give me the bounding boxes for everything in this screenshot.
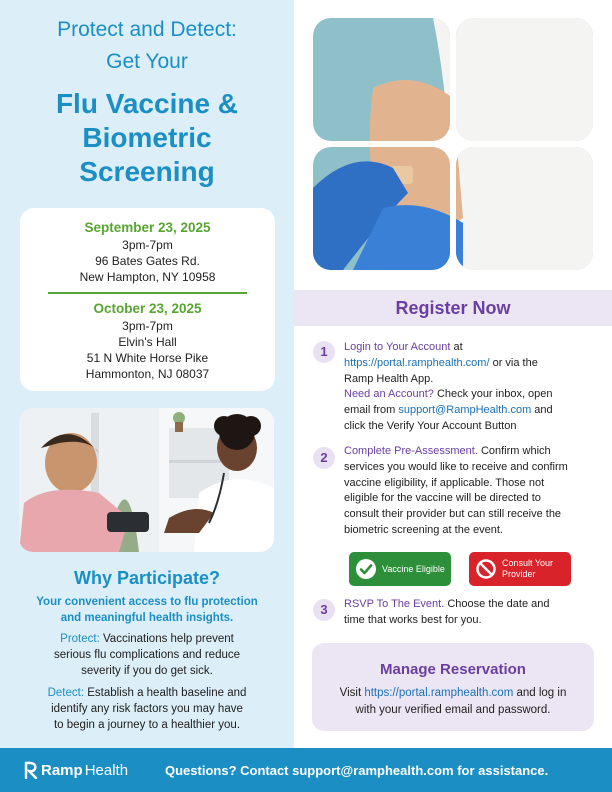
need-account-label: Need an Account? — [344, 388, 434, 401]
consult-line-2: Provider — [502, 569, 536, 579]
headline-line-2: Get Your — [106, 50, 188, 73]
logo-health-text: Health — [84, 761, 129, 779]
manage-reservation-box — [312, 643, 594, 731]
step-1-app: Ramp Health App. — [344, 372, 434, 385]
step-1-via: or via the — [489, 356, 538, 369]
headline-title-3: Screening — [79, 156, 215, 187]
ramp-health-logo — [24, 760, 128, 780]
why-subtitle-line-2: and meaningful health insights. — [60, 612, 234, 624]
step-2-title: Complete Pre-Assessment. — [344, 445, 478, 457]
step-1-text — [344, 340, 596, 435]
event-city-1: New Hampton, NY 10958 — [79, 270, 216, 284]
step-1-at: at — [450, 341, 463, 353]
footer-bar — [0, 748, 612, 792]
consult-provider-badge — [469, 552, 571, 586]
support-email-link[interactable]: support@RampHealth.com — [398, 404, 532, 417]
blood-pressure-illustration — [19, 408, 274, 552]
manage-reservation-title: Manage Reservation — [380, 661, 526, 678]
consult-provider-label — [502, 558, 553, 580]
step-2-line-1: Confirm which — [477, 445, 551, 457]
vaccine-photo — [313, 18, 593, 270]
event-card — [20, 208, 275, 391]
event-date-1: September 23, 2025 — [84, 220, 211, 235]
event-divider — [48, 292, 247, 294]
email-from-text: email from — [344, 404, 399, 417]
event-time-2: 3pm-7pm — [122, 319, 173, 333]
register-now-title: Register Now — [395, 298, 511, 318]
blood-pressure-photo — [19, 408, 274, 552]
detect-paragraph — [24, 685, 270, 733]
why-participate-title: Why Participate? — [73, 568, 221, 588]
manage-portal-link[interactable]: https://portal.ramphealth.com — [364, 687, 514, 699]
vaccine-eligible-badge — [349, 552, 451, 586]
step-2-line-3: vaccine eligibility, if applicable. Those not — [344, 476, 545, 489]
event-venue-2: Elvin's Hall — [118, 335, 177, 349]
step-2-number: 2 — [313, 447, 335, 469]
step-1-number: 1 — [313, 341, 335, 363]
manage-line-2: with your verified email and password. — [355, 703, 551, 716]
step-3-line-1: Choose the date and — [444, 598, 550, 610]
step-3-number: 3 — [313, 599, 335, 621]
headline-title-2: Biometric — [82, 122, 212, 153]
step-1-title: Login to Your Account — [344, 341, 451, 353]
event-time-1: 3pm-7pm — [122, 238, 173, 252]
ramp-logo-icon — [24, 761, 38, 779]
step-2-line-5: consult their provider but can still receive the — [344, 508, 562, 521]
event-address-1: 96 Bates Gates Rd. — [95, 254, 200, 268]
manage-visit: Visit — [339, 687, 365, 699]
protect-label: Protect: — [60, 633, 100, 645]
vaccine-eligible-label: Vaccine Eligible — [382, 563, 445, 574]
protect-paragraph — [24, 631, 270, 679]
footer-contact — [165, 762, 605, 779]
register-now-banner — [294, 290, 612, 326]
protect-text-1: Vaccinations help prevent — [99, 633, 234, 645]
step-3-title: RSVP To The Event. — [344, 598, 445, 610]
step-3-line-2: time that works best for you. — [344, 613, 482, 626]
detect-text-3: to begin a journey to a healthier you. — [53, 719, 241, 731]
detect-text-2: identify any risk factors you may have — [51, 703, 243, 715]
check-circle-icon — [355, 558, 377, 580]
detect-text-1: Establish a health baseline and — [84, 687, 247, 699]
manage-after-url: and log in — [513, 687, 567, 699]
step-3-text — [344, 597, 596, 629]
manage-reservation-text — [324, 685, 582, 718]
event-address-2: 51 N White Horse Pike — [86, 351, 209, 365]
why-participate-subtitle — [0, 594, 294, 626]
verify-account-text: click the Verify Your Account Button — [344, 419, 517, 432]
step-2-line-6: biometric screening at the event. — [344, 523, 503, 536]
footer-contact-text: Contact support@ramphealth.com for assistance. — [236, 763, 549, 778]
event-city-2: Hammonton, NJ 08037 — [85, 367, 210, 381]
vaccine-illustration — [313, 18, 593, 270]
detect-label: Detect: — [47, 687, 85, 699]
protect-text-2: serious flu complications and reduce — [53, 649, 241, 661]
prohibited-icon — [475, 558, 497, 580]
need-account-text: Check your inbox, open — [433, 388, 553, 401]
step-2-line-2: services you would like to receive and confirm — [344, 460, 568, 473]
logo-ramp-text: Ramp — [41, 761, 83, 779]
event-date-2: October 23, 2025 — [93, 301, 202, 316]
headline-line-1: Protect and Detect: — [57, 18, 237, 41]
step-2-line-4: eligible for the vaccine will be directed to — [344, 492, 541, 505]
protect-text-3: severity if you do get sick. — [81, 665, 213, 677]
footer-questions: Questions? — [165, 763, 237, 778]
headline-title-1: Flu Vaccine & — [55, 88, 239, 119]
consult-line-1: Consult Your — [502, 558, 554, 568]
step-2-text — [344, 444, 596, 539]
step-1-and: and — [531, 404, 553, 417]
why-subtitle-line-1: Your convenient access to flu protection — [36, 596, 258, 608]
portal-link[interactable]: https://portal.ramphealth.com/ — [344, 356, 490, 369]
